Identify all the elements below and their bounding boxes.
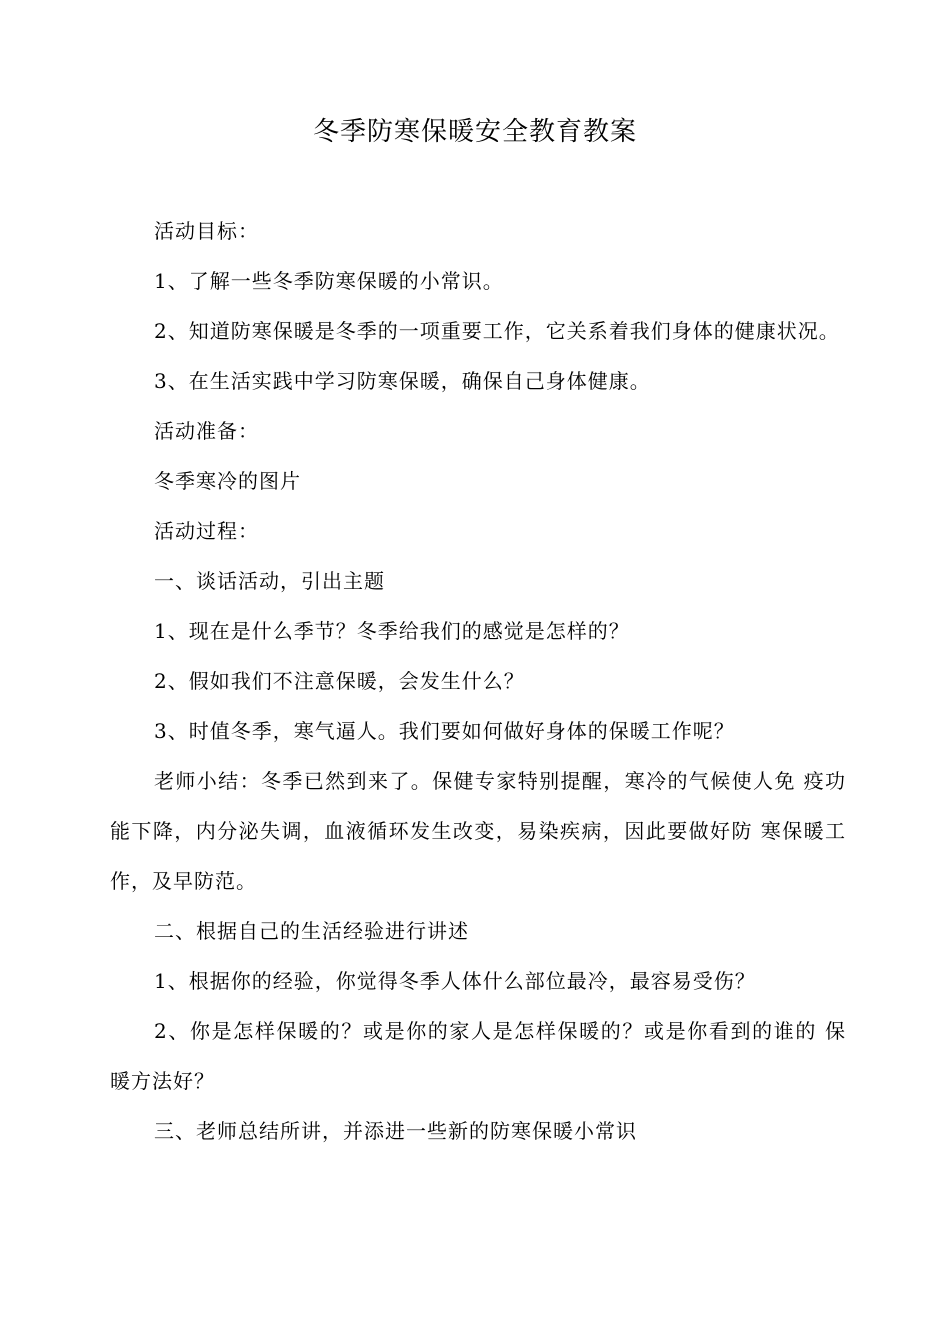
goal-item-3: 3、在生活实践中学习防寒保暖，确保自己身体健康。 — [154, 369, 651, 393]
document-title: 冬季防寒保暖安全教育教案 — [312, 117, 637, 147]
section-heading-1: 一、谈话活动，引出主题 — [154, 569, 385, 593]
experience-item-1: 1、根据你的经验，你觉得冬季人体什么部位最冷，最容易受伤？ — [154, 969, 756, 993]
preparation-item: 冬季寒冷的图片 — [154, 469, 301, 493]
heading-activity-preparation: 活动准备： — [154, 419, 259, 443]
question-item-2: 2、假如我们不注意保暖，会发生什么？ — [154, 669, 525, 693]
section-heading-2: 二、根据自己的生活经验进行讲述 — [154, 919, 469, 943]
experience-item-2: 2、你是怎样保暖的？或是你的家人是怎样保暖的？或是你看到的谁的 保暖方法好？ — [110, 1019, 846, 1093]
goal-item-2: 2、知道防寒保暖是冬季的一项重要工作，它关系着我们身体的健康状况。 — [154, 319, 840, 343]
question-item-3: 3、时值冬季，寒气逼人。我们要如何做好身体的保暖工作呢？ — [154, 719, 735, 743]
heading-activity-goals: 活动目标： — [154, 219, 259, 243]
section-heading-3: 三、老师总结所讲，并添进一些新的防寒保暖小常识 — [154, 1119, 637, 1143]
document-body — [110, 206, 846, 1156]
goal-item-1: 1、了解一些冬季防寒保暖的小常识。 — [154, 269, 504, 293]
heading-activity-process: 活动过程： — [154, 519, 259, 543]
teacher-summary: 老师小结：冬季已然到来了。保健专家特别提醒，寒冷的气候使人免 疫功能下降，内分泌失调，血液循环发生改变，易染疾病，因此要做好防 寒保暖工作，及早防范。 — [110, 769, 846, 893]
question-item-1: 1、现在是什么季节？冬季给我们的感觉是怎样的？ — [154, 619, 630, 643]
